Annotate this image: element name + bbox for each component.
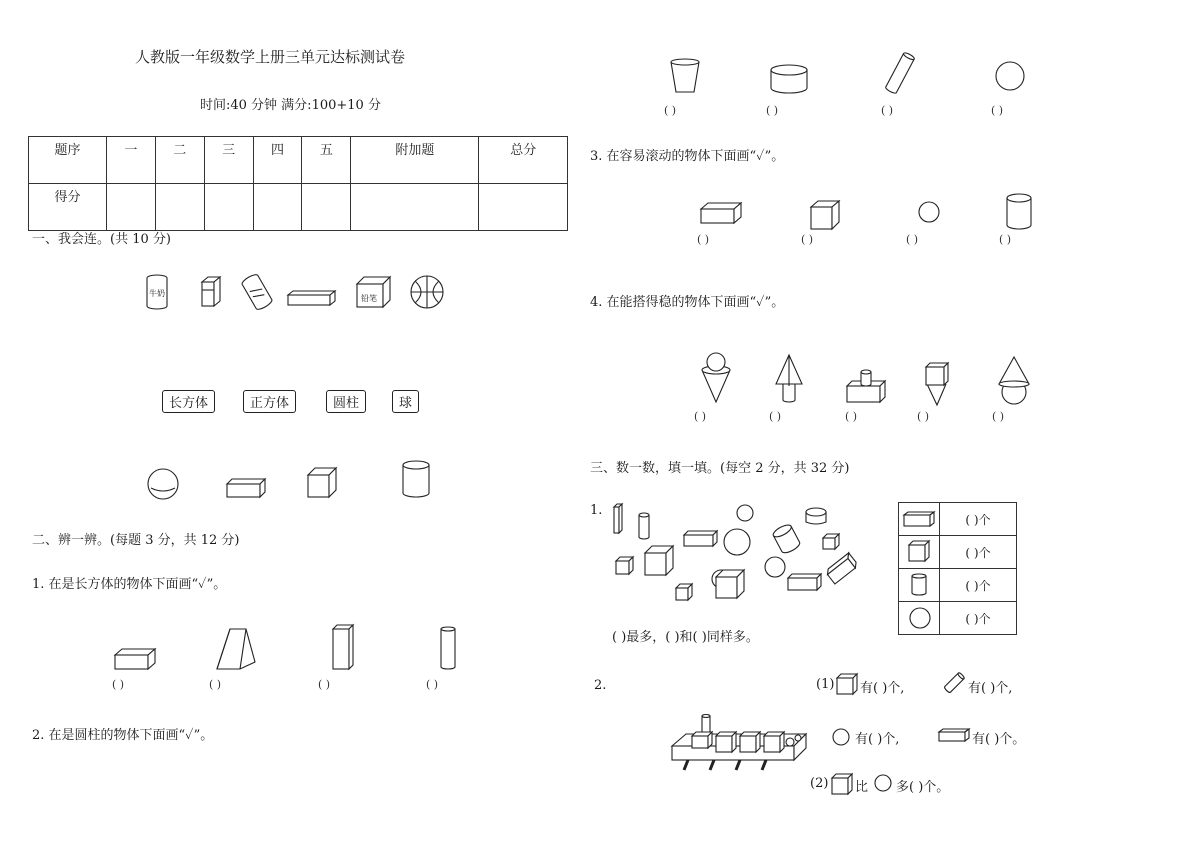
milk-label: 牛奶 — [149, 289, 165, 298]
answer-blank[interactable]: ( ) — [906, 233, 919, 246]
score-header-cell: 四 — [253, 137, 302, 184]
cuboid-icon — [226, 478, 266, 498]
section2-q1: 1. 在是长方体的物体下面画“✓”。 — [32, 577, 227, 592]
score-blank-cell[interactable] — [155, 184, 204, 231]
answer-blank[interactable]: ( ) — [664, 104, 677, 117]
q2-cube-count[interactable]: 有( )个, — [860, 681, 905, 696]
tally-table — [898, 502, 1017, 635]
sphere-icon — [918, 201, 940, 223]
page-title: 人教版一年级数学上册三单元达标测试卷 — [135, 48, 406, 66]
tally-icon-cell — [899, 536, 940, 569]
section2-q4: 4. 在能搭得稳的物体下面画“✓”。 — [590, 295, 785, 310]
can-icon — [240, 274, 274, 310]
cube-icon — [908, 540, 930, 562]
tally-row — [899, 503, 1017, 536]
cone-on-sphere-icon — [700, 352, 732, 404]
score-header-cell: 二 — [155, 137, 204, 184]
cylinder-icon — [402, 460, 430, 498]
tall-cuboid-icon — [332, 624, 354, 670]
score-blank-cell[interactable] — [479, 184, 568, 231]
short-cylinder-icon — [770, 64, 808, 94]
page-subtitle: 时间:40 分钟 满分:100+10 分 — [200, 98, 381, 113]
section1-title: 一、我会连。(共 10 分) — [32, 232, 171, 247]
score-header-cell: 题序 — [29, 137, 107, 184]
cylinder-on-cuboid-icon — [846, 368, 886, 404]
score-blank-cell[interactable] — [351, 184, 479, 231]
answer-blank[interactable]: ( ) — [694, 410, 707, 423]
cone-on-sphere-icon — [996, 356, 1032, 406]
trapezoid-prism-icon — [216, 628, 256, 670]
basketball-icon — [410, 275, 444, 309]
cuboid-on-cone-icon — [924, 362, 950, 406]
shape-train-diagram — [666, 714, 810, 774]
section3-title: 三、数一数，填一填。(每空 2 分，共 32 分) — [590, 461, 850, 476]
q2-compare-count[interactable]: 多( )个。 — [896, 780, 950, 795]
section2-title: 二、辨一辨。(每题 3 分，共 12 分) — [32, 533, 240, 548]
label-cylinder[interactable]: 圆柱 — [326, 390, 366, 413]
answer-blank[interactable]: ( ) — [917, 410, 930, 423]
answer-blank[interactable]: ( ) — [769, 410, 782, 423]
answer-blank[interactable]: ( ) — [801, 233, 814, 246]
answer-blank[interactable]: ( ) — [209, 678, 222, 691]
section3-q2-label: 2. — [594, 678, 607, 693]
q2-sphere-count[interactable]: 有( )个, — [855, 732, 900, 747]
tally-icon-cell — [899, 602, 940, 635]
score-blank-cell[interactable] — [204, 184, 253, 231]
cone-on-cylinder-icon — [774, 354, 804, 404]
score-header-cell: 五 — [302, 137, 351, 184]
cup-icon — [670, 58, 700, 94]
cube-icon — [836, 673, 858, 695]
answer-blank[interactable]: ( ) — [318, 678, 331, 691]
pencil-box-icon — [287, 290, 337, 306]
tally-count-blank[interactable]: ( )个 — [940, 569, 1017, 602]
pencil-label: 铅笔 — [361, 294, 377, 303]
score-header-cell: 附加题 — [351, 137, 479, 184]
sphere-icon — [994, 60, 1026, 92]
score-table-header-row — [29, 137, 568, 184]
section3-q1-label: 1. — [590, 503, 603, 518]
score-table-score-row — [29, 184, 568, 231]
answer-blank[interactable]: ( ) — [999, 233, 1012, 246]
q2-line3-prefix: (2) — [810, 776, 829, 791]
score-header-cell: 三 — [204, 137, 253, 184]
score-table — [28, 136, 568, 231]
q2-line1-prefix: (1) — [816, 677, 835, 692]
score-header-cell: 一 — [107, 137, 156, 184]
tally-icon-cell — [899, 503, 940, 536]
cuboid-icon — [114, 648, 156, 670]
answer-blank[interactable]: ( ) — [881, 104, 894, 117]
score-blank-cell[interactable] — [107, 184, 156, 231]
cuboid-icon — [903, 511, 935, 527]
sphere-icon — [874, 774, 892, 792]
scattered-shapes — [606, 500, 896, 612]
section3-q1-sentence[interactable]: ( )最多，( )和( )同样多。 — [612, 630, 759, 645]
tilted-cylinder-icon — [942, 672, 966, 694]
cuboid-icon — [938, 728, 970, 742]
fridge-icon — [200, 276, 222, 308]
sphere-icon — [147, 468, 179, 500]
cube-icon — [810, 200, 840, 230]
tally-row — [899, 569, 1017, 602]
answer-blank[interactable]: ( ) — [112, 678, 125, 691]
answer-blank[interactable]: ( ) — [992, 410, 1005, 423]
section2-q3: 3. 在容易滚动的物体下面画“✓”。 — [590, 149, 785, 164]
tally-count-blank[interactable]: ( )个 — [940, 503, 1017, 536]
q2-cuboid-count[interactable]: 有( )个。 — [972, 732, 1026, 747]
cuboid-icon — [700, 202, 742, 224]
cylinder-icon — [1006, 194, 1032, 230]
score-header-cell: 总分 — [479, 137, 568, 184]
tally-icon-cell — [899, 569, 940, 602]
label-cube[interactable]: 正方体 — [243, 390, 296, 413]
q2-compare-word: 比 — [855, 780, 869, 795]
cylinder-icon — [911, 573, 927, 597]
label-sphere[interactable]: 球 — [392, 390, 419, 413]
answer-blank[interactable]: ( ) — [426, 678, 439, 691]
answer-blank[interactable]: ( ) — [766, 104, 779, 117]
tally-row — [899, 602, 1017, 635]
tally-count-blank[interactable]: ( )个 — [940, 602, 1017, 635]
q2-cylinder-count[interactable]: 有( )个, — [968, 681, 1013, 696]
answer-blank[interactable]: ( ) — [697, 233, 710, 246]
score-blank-cell[interactable] — [253, 184, 302, 231]
label-cuboid[interactable]: 长方体 — [162, 390, 215, 413]
score-row-label: 得分 — [29, 184, 107, 231]
tally-row — [899, 536, 1017, 569]
cube-icon — [831, 773, 853, 795]
tally-count-blank[interactable]: ( )个 — [940, 536, 1017, 569]
sphere-icon — [832, 728, 850, 746]
cube-icon — [307, 467, 337, 499]
score-blank-cell[interactable] — [302, 184, 351, 231]
answer-blank[interactable]: ( ) — [991, 104, 1004, 117]
thin-cylinder-icon — [440, 626, 456, 670]
answer-blank[interactable]: ( ) — [845, 410, 858, 423]
sphere-icon — [909, 607, 931, 629]
tilted-cylinder-icon — [882, 50, 918, 96]
section2-q2: 2. 在是圆柱的物体下面画“✓”。 — [32, 728, 214, 743]
